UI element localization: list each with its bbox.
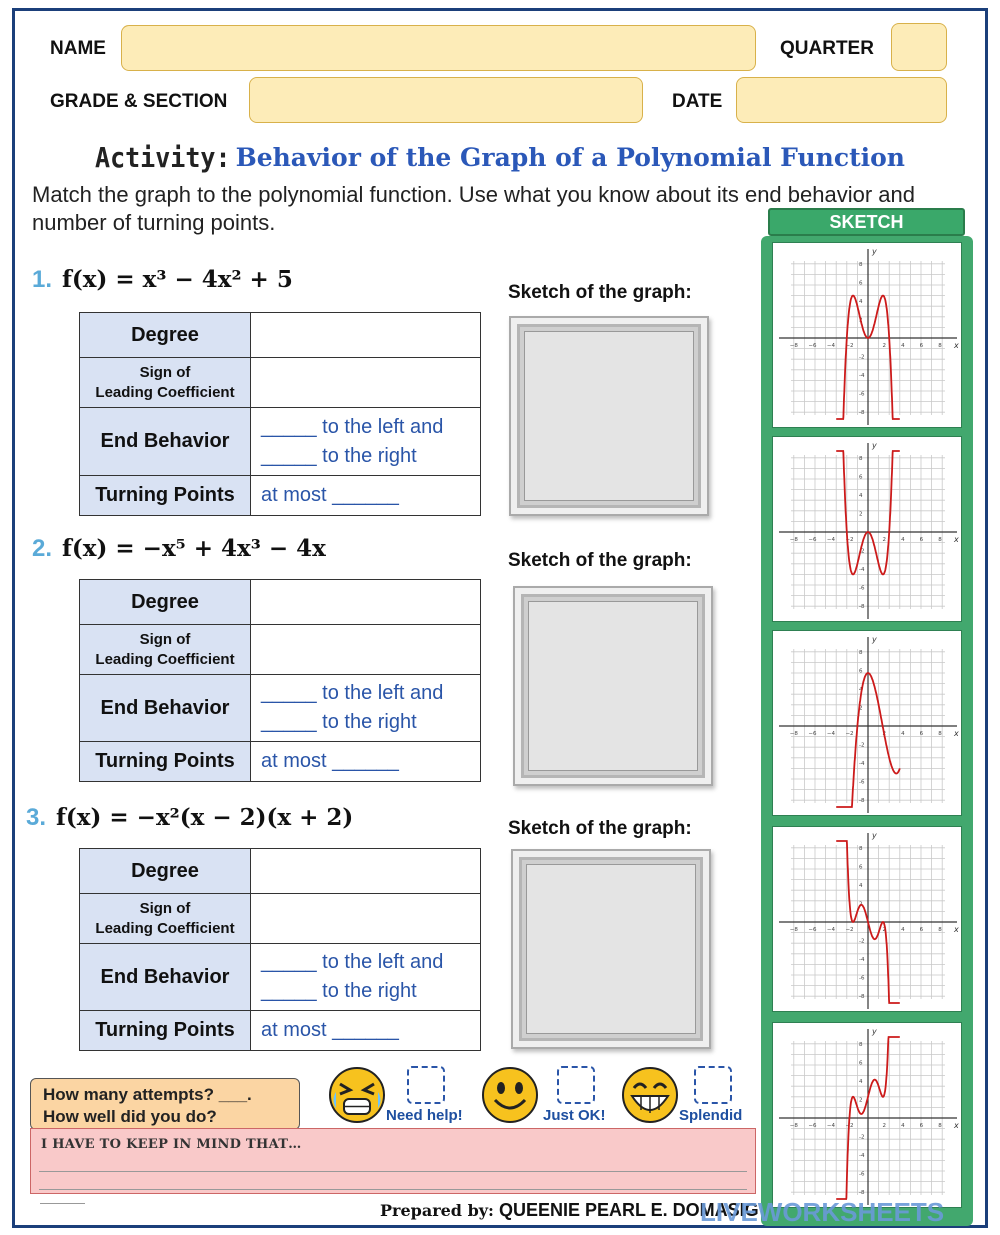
tick-label: -6 xyxy=(859,585,865,592)
grinning-face-icon xyxy=(621,1066,679,1124)
sign-label-line1: Sign of xyxy=(139,899,191,917)
tick-label: -2 xyxy=(859,938,865,945)
tick-label: 8 xyxy=(938,731,942,737)
turning-points-label: Turning Points xyxy=(80,1011,251,1051)
graph-svg xyxy=(773,1023,963,1209)
tick-label: −8 xyxy=(789,1123,798,1129)
drop-zone-inner xyxy=(528,601,698,771)
tick-label: 6 xyxy=(919,731,924,737)
tick-label: 8 xyxy=(859,1041,863,1048)
tick-label: 8 xyxy=(859,845,863,852)
tick-label: -8 xyxy=(859,994,865,1001)
grade-section-field[interactable] xyxy=(249,77,643,123)
tick-label: 6 xyxy=(859,280,863,287)
tick-label: −8 xyxy=(789,343,798,349)
end-behavior-label: End Behavior xyxy=(80,408,251,476)
tick-label: −8 xyxy=(789,731,798,737)
tick-label: 8 xyxy=(859,261,863,268)
graph-card[interactable] xyxy=(772,1022,962,1208)
tick-label: −4 xyxy=(826,343,836,349)
x-axis-label: x xyxy=(954,925,959,934)
tick-label: −8 xyxy=(789,537,798,543)
tick-label: −2 xyxy=(845,731,854,737)
left-text: _____ to the left and xyxy=(261,415,444,438)
graph-card[interactable] xyxy=(772,826,962,1012)
degree-answer-3[interactable] xyxy=(251,849,481,894)
tick-label: −6 xyxy=(808,1123,817,1129)
tick-label: 8 xyxy=(938,343,942,349)
tick-label: -2 xyxy=(859,742,865,749)
graph-card[interactable] xyxy=(772,630,962,816)
sign-label-line2: Leading Coefficient xyxy=(95,383,235,401)
problem-1-function xyxy=(32,266,293,294)
reminder-box[interactable] xyxy=(30,1128,756,1194)
drop-zone-inner xyxy=(526,864,696,1034)
right-text: _____ to the right xyxy=(261,444,417,467)
tick-label: 8 xyxy=(859,455,863,462)
sketch-label-2: Sketch of the graph: xyxy=(508,550,692,571)
rating-checkbox-just-ok[interactable] xyxy=(557,1066,595,1104)
tick-label: 4 xyxy=(901,927,905,933)
title-text: Behavior of the Graph of a Polynomial Function xyxy=(235,143,905,172)
y-axis-label: y xyxy=(872,247,877,256)
x-axis-label: x xyxy=(954,341,959,350)
tick-label: 2 xyxy=(859,705,863,712)
graph-svg xyxy=(773,437,963,623)
tick-label: -6 xyxy=(859,779,865,786)
y-axis-label: y xyxy=(872,831,877,840)
left-text: _____ to the left and xyxy=(261,682,444,704)
rating-splendid-label: Splendid xyxy=(679,1107,743,1124)
tick-label: 4 xyxy=(901,537,905,543)
reminder-text: I HAVE TO KEEP IN MIND THAT… xyxy=(41,1137,302,1152)
degree-label: Degree xyxy=(80,313,251,358)
crying-face-icon xyxy=(328,1066,386,1124)
sketch-label-3: Sketch of the graph: xyxy=(508,818,692,839)
sign-label-line1: Sign of xyxy=(139,630,191,648)
tick-label: 6 xyxy=(919,343,924,349)
y-axis-label: y xyxy=(872,441,877,450)
tick-label: −2 xyxy=(845,927,854,933)
quarter-label: QUARTER xyxy=(780,38,874,59)
attempts-text: How many attempts? ___. xyxy=(43,1085,252,1104)
tick-label: 8 xyxy=(859,649,863,656)
x-axis-label: x xyxy=(954,1121,959,1130)
right-text: _____ to the right xyxy=(261,711,417,733)
tick-label: 4 xyxy=(859,1078,863,1085)
degree-answer-1[interactable] xyxy=(251,313,481,358)
date-label: DATE xyxy=(672,91,723,112)
problem-1-table xyxy=(79,312,481,516)
problem-3-table xyxy=(79,848,481,1051)
name-label: NAME xyxy=(50,38,106,59)
rating-checkbox-splendid[interactable] xyxy=(694,1066,732,1104)
smiley-face-icon xyxy=(481,1066,539,1124)
turning-points-answer-1[interactable]: at most ______ xyxy=(251,476,481,516)
tick-label: -6 xyxy=(859,391,865,398)
liveworksheets-watermark: LIVEWORKSHEETS xyxy=(700,1197,945,1227)
sign-label-line2: Leading Coefficient xyxy=(95,650,235,668)
grade-section-label: GRADE & SECTION xyxy=(50,91,228,112)
tick-label: −2 xyxy=(845,343,854,349)
graph-card[interactable] xyxy=(772,436,962,622)
end-behavior-label: End Behavior xyxy=(80,944,251,1011)
tick-label: 4 xyxy=(859,686,863,693)
x-axis-label: x xyxy=(954,729,959,738)
problem-3-formula: f(x) = −x²(x − 2)(x + 2) xyxy=(56,804,354,831)
tick-label: −6 xyxy=(808,537,817,543)
tick-label: 6 xyxy=(859,864,863,871)
tick-label: −8 xyxy=(789,927,798,933)
tick-label: 4 xyxy=(901,731,905,737)
tick-label: 8 xyxy=(938,927,942,933)
degree-label: Degree xyxy=(80,849,251,894)
tick-label: -2 xyxy=(859,548,865,555)
sign-answer-3[interactable] xyxy=(251,894,481,944)
tick-label: 4 xyxy=(859,882,863,889)
sketch-drop-zone-1[interactable] xyxy=(509,316,709,516)
prepared-prefix: Prepared by: xyxy=(380,1201,494,1220)
tick-label: 4 xyxy=(901,1123,905,1129)
x-axis-label: x xyxy=(954,535,959,544)
end-behavior-label: End Behavior xyxy=(80,675,251,742)
tick-label: 8 xyxy=(938,1123,942,1129)
tick-label: −4 xyxy=(826,537,836,543)
tick-label: 6 xyxy=(859,668,863,675)
sign-answer-2[interactable] xyxy=(251,625,481,675)
tick-label: 2 xyxy=(882,927,887,933)
tick-label: -4 xyxy=(859,567,865,574)
quarter-field[interactable] xyxy=(891,23,947,71)
tick-label: -6 xyxy=(859,975,865,982)
tick-label: 2 xyxy=(882,343,887,349)
date-field[interactable] xyxy=(736,77,947,123)
tick-label: 2 xyxy=(859,1097,863,1104)
end-behavior-answer-2[interactable] xyxy=(251,675,481,742)
title-prefix: Activity: xyxy=(95,141,231,174)
degree-answer-2[interactable] xyxy=(251,580,481,625)
end-behavior-answer-3[interactable] xyxy=(251,944,481,1011)
tick-label: -6 xyxy=(859,1171,865,1178)
sign-label xyxy=(80,894,251,944)
end-behavior-answer-1[interactable] xyxy=(251,408,481,476)
tick-label: −6 xyxy=(808,927,817,933)
tick-label: 6 xyxy=(919,537,924,543)
graph-svg xyxy=(773,243,963,429)
tick-label: 6 xyxy=(859,1060,863,1067)
tick-label: -8 xyxy=(859,798,865,805)
tick-label: 2 xyxy=(882,1123,887,1129)
tick-label: -8 xyxy=(859,410,865,417)
sign-label-line2: Leading Coefficient xyxy=(95,919,235,937)
degree-label: Degree xyxy=(80,580,251,625)
problem-1-number: 1. xyxy=(32,266,53,293)
problem-2-function xyxy=(32,535,326,563)
tick-label: 6 xyxy=(919,1123,924,1129)
left-text: _____ to the left and xyxy=(261,951,444,973)
tick-label: -8 xyxy=(859,1190,865,1197)
tick-label: 2 xyxy=(882,731,887,737)
tick-label: 2 xyxy=(882,537,887,543)
y-axis-label: y xyxy=(872,635,877,644)
right-text: _____ to the right xyxy=(261,980,417,1002)
writing-line xyxy=(39,1189,747,1190)
tick-label: 6 xyxy=(859,474,863,481)
sign-label xyxy=(80,625,251,675)
tick-label: 2 xyxy=(859,901,863,908)
page-title xyxy=(0,143,1000,172)
tick-label: 4 xyxy=(859,492,863,499)
graph-card[interactable] xyxy=(772,242,962,428)
tick-label: −6 xyxy=(808,731,817,737)
drop-zone-inner xyxy=(524,331,694,501)
divider xyxy=(40,1203,85,1204)
name-field[interactable] xyxy=(121,25,756,71)
tick-label: 4 xyxy=(859,298,863,305)
problem-1-formula: f(x) = x³ − 4x² + 5 xyxy=(62,266,293,293)
tick-label: 2 xyxy=(859,511,863,518)
problem-2-number: 2. xyxy=(32,535,53,562)
tick-label: −4 xyxy=(826,731,836,737)
tick-label: −2 xyxy=(845,537,854,543)
tick-label: 4 xyxy=(901,343,905,349)
sign-label-line1: Sign of xyxy=(139,363,191,381)
problem-2-formula: f(x) = −x⁵ + 4x³ − 4x xyxy=(62,535,326,562)
tick-label: 6 xyxy=(919,927,924,933)
turning-points-answer-2[interactable]: at most ______ xyxy=(251,742,481,782)
instructions: Match the graph to the polynomial function. Use what you know about its end behavior and number of turning points. xyxy=(32,182,915,235)
tick-label: -4 xyxy=(859,761,865,768)
tick-label: 2 xyxy=(859,317,863,324)
turning-points-answer-3[interactable]: at most ______ xyxy=(251,1011,481,1051)
tick-label: −4 xyxy=(826,1123,836,1129)
sketch-drop-zone-3[interactable] xyxy=(511,849,711,1049)
how-well-text: How well did you do? xyxy=(43,1107,217,1126)
tick-label: -4 xyxy=(859,1153,865,1160)
tick-label: -2 xyxy=(859,1134,865,1141)
graph-svg xyxy=(773,631,963,817)
problem-3-function xyxy=(26,804,353,832)
turning-points-label: Turning Points xyxy=(80,742,251,782)
graph-svg xyxy=(773,827,963,1013)
sketch-panel-header: SKETCH xyxy=(768,208,965,236)
tick-label: −4 xyxy=(826,927,836,933)
problem-2-table xyxy=(79,579,481,782)
rating-need-help-label: Need help! xyxy=(386,1107,463,1124)
rating-just-ok-label: Just OK! xyxy=(543,1107,606,1124)
sign-answer-1[interactable] xyxy=(251,358,481,408)
tick-label: −6 xyxy=(808,343,817,349)
attempts-box xyxy=(30,1078,300,1130)
turning-points-label: Turning Points xyxy=(80,476,251,516)
y-axis-label: y xyxy=(872,1027,877,1036)
prepared-name: QUEENIE PEARL E. DOMASIG xyxy=(498,1200,759,1220)
tick-label: -4 xyxy=(859,373,865,380)
tick-label: 8 xyxy=(938,537,942,543)
rating-checkbox-need-help[interactable] xyxy=(407,1066,445,1104)
tick-label: -2 xyxy=(859,354,865,361)
sign-label xyxy=(80,358,251,408)
problem-3-number: 3. xyxy=(26,804,47,831)
tick-label: -4 xyxy=(859,957,865,964)
sketch-drop-zone-2[interactable] xyxy=(513,586,713,786)
sketch-label-1: Sketch of the graph: xyxy=(508,282,692,303)
tick-label: -8 xyxy=(859,604,865,611)
writing-line xyxy=(39,1171,747,1172)
tick-label: −2 xyxy=(845,1123,854,1129)
